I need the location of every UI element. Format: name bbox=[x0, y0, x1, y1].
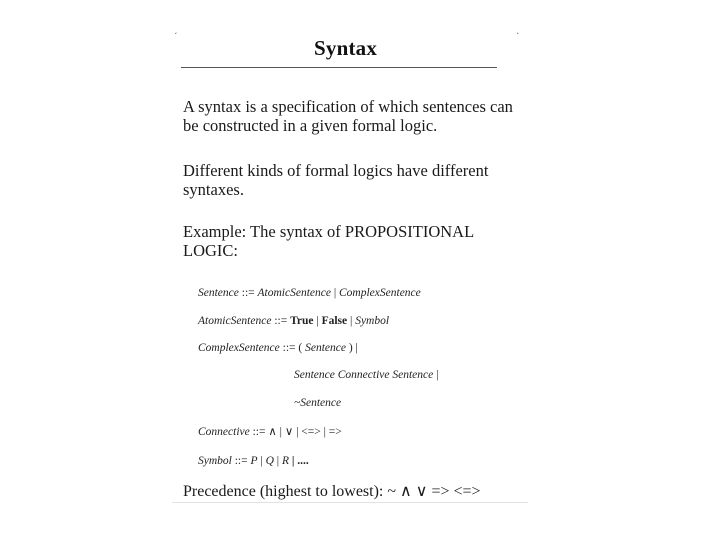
grammar-ellipsis: | .... bbox=[289, 455, 309, 467]
paragraph-different-logics: Different kinds of formal logics have different syntaxes. bbox=[183, 161, 489, 199]
grammar-bar: | bbox=[273, 455, 282, 467]
paragraph-syntax-definition: A syntax is a specification of which sentences can be constructed in a given formal logic. bbox=[183, 97, 513, 135]
grammar-connectives: ::= ∧ | ∨ | <=> | => bbox=[249, 426, 342, 438]
grammar-operator: ::= bbox=[231, 455, 251, 467]
grammar-nonterminal: Sentence bbox=[198, 287, 239, 299]
grammar-rule-complex-sentence bbox=[198, 341, 358, 355]
paragraph-example-heading: Example: The syntax of PROPOSITIONAL LOGIC: bbox=[183, 222, 474, 260]
grammar-nonterminal: Connective bbox=[337, 369, 390, 381]
grammar-operator: ::= bbox=[271, 315, 291, 327]
grammar-nonterminal: Symbol bbox=[198, 455, 232, 467]
grammar-bar: | bbox=[433, 369, 439, 381]
grammar-rule-complex-continuation bbox=[294, 368, 438, 382]
grammar-nonterminal: ~Sentence bbox=[294, 397, 342, 409]
grammar-nonterminal: ComplexSentence bbox=[198, 342, 280, 354]
grammar-bar: ) | bbox=[345, 342, 358, 354]
precedence-line: Precedence (highest to lowest): ~ ∧ ∨ => <=> bbox=[183, 483, 481, 500]
grammar-bar: | bbox=[313, 315, 322, 327]
grammar-bar: | bbox=[347, 315, 356, 327]
grammar-nonterminal: Sentence bbox=[294, 369, 335, 381]
grammar-nonterminal: AtomicSentence bbox=[257, 287, 331, 299]
grammar-operator: ::= bbox=[238, 287, 258, 299]
grammar-terminal: R bbox=[281, 455, 289, 467]
grammar-rule-symbol bbox=[198, 454, 309, 468]
grammar-bar: | bbox=[257, 455, 266, 467]
grammar-nonterminal: AtomicSentence bbox=[198, 315, 272, 327]
grammar-terminal: P bbox=[250, 455, 258, 467]
grammar-rule-negation bbox=[294, 396, 341, 410]
grammar-rule-connective bbox=[198, 425, 342, 439]
slide-title: Syntax bbox=[314, 36, 378, 60]
grammar-bar: | bbox=[330, 287, 340, 299]
title-underline bbox=[181, 67, 497, 68]
page-bottom-edge bbox=[172, 502, 528, 503]
grammar-operator: ::= ( bbox=[279, 342, 306, 354]
grammar-nonterminal: Sentence bbox=[392, 369, 434, 381]
grammar-terminal: Q bbox=[265, 455, 274, 467]
grammar-terminal: True bbox=[290, 315, 314, 327]
grammar-rule-sentence bbox=[198, 286, 421, 300]
grammar-nonterminal: Symbol bbox=[355, 315, 390, 327]
grammar-nonterminal: ComplexSentence bbox=[339, 287, 421, 299]
grammar-rule-atomic-sentence bbox=[198, 314, 389, 328]
grammar-nonterminal: Sentence bbox=[305, 342, 346, 354]
grammar-nonterminal: Connective bbox=[198, 426, 250, 438]
grammar-terminal: False bbox=[321, 315, 348, 327]
